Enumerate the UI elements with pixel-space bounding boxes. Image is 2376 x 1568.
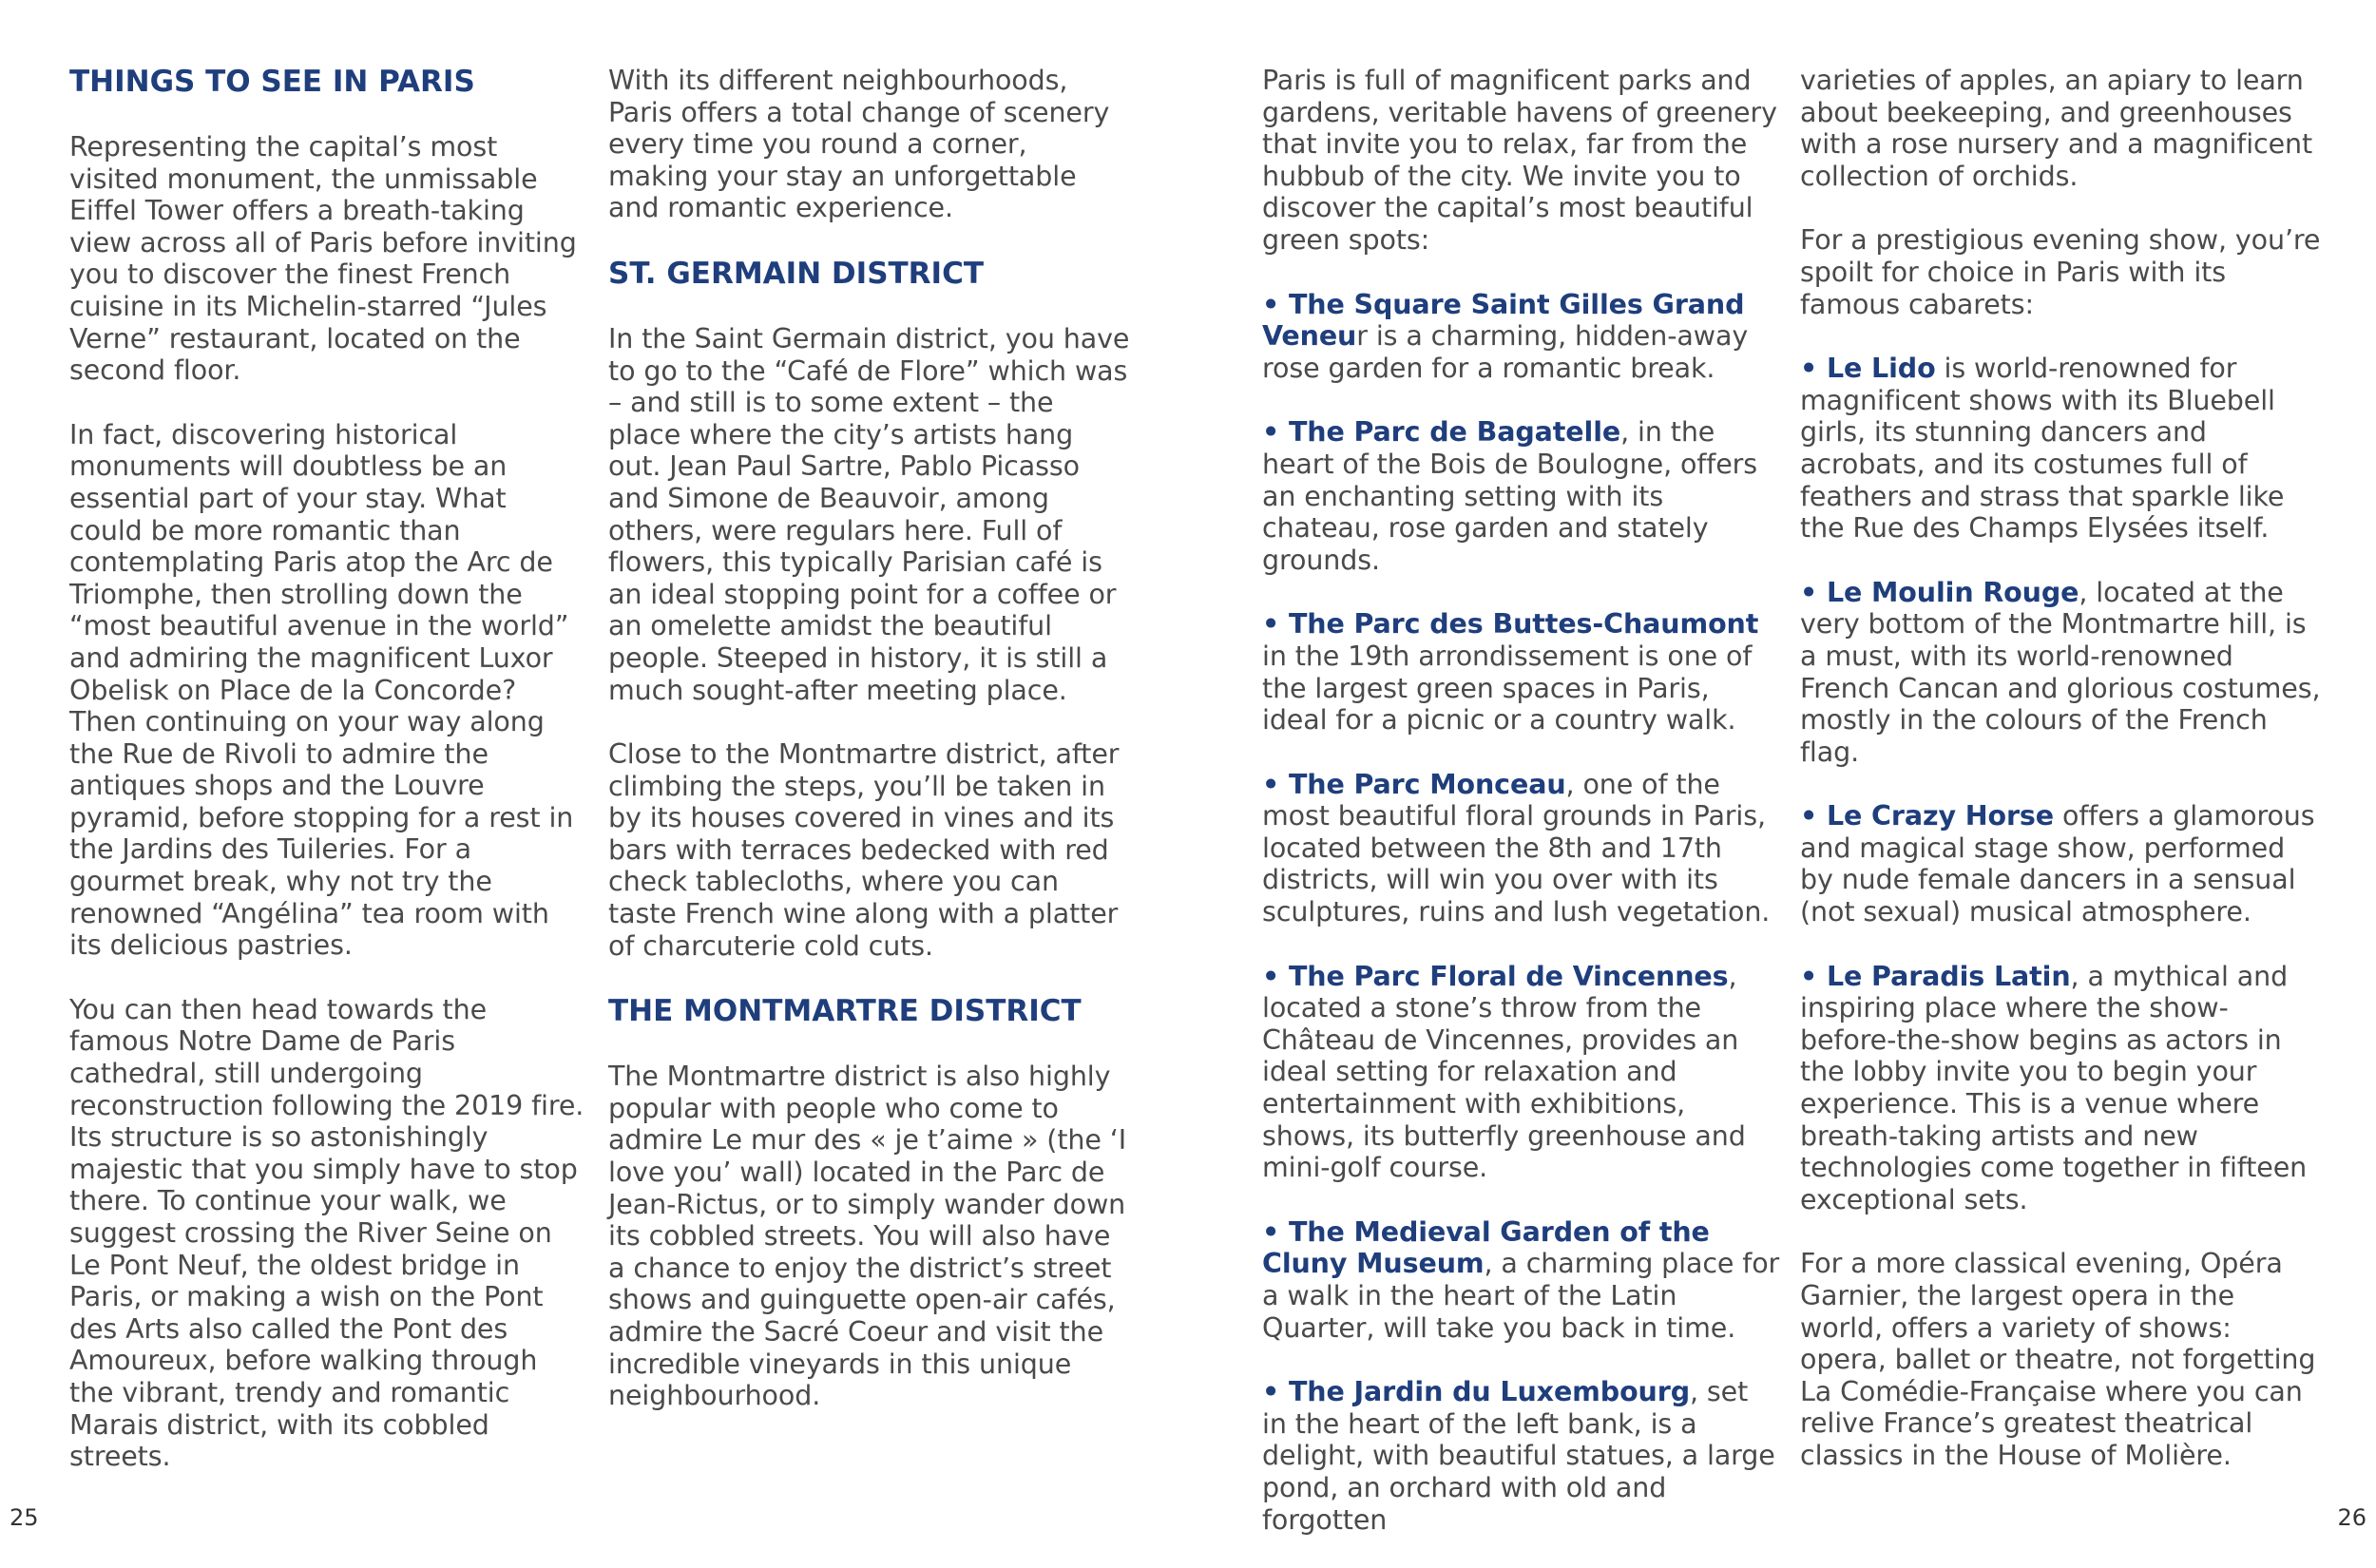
item-text: , a charming place for a walk in the heart of the Latin Quarter, will take you back in time. — [1262, 1248, 1780, 1344]
paragraph: With its different neighbourhoods, Paris offers a total change of scenery every time you round a corner, making your stay an unforgettable and romantic experience. — [608, 65, 1110, 224]
list-item-cabaret — [1800, 577, 2323, 769]
section-heading-st-germain: ST. GERMAIN DISTRICT — [608, 256, 984, 291]
item-highlight: • The Parc des Buttes-Chaumont — [1262, 608, 1759, 641]
column-4 — [1800, 65, 2323, 1504]
section-heading-things-to-see: THINGS TO SEE IN PARIS — [69, 65, 475, 99]
list-item-park — [1262, 416, 1780, 576]
paragraph: varieties of apples, an apiary to learn about beekeeping, and greenhouses with a rose nursery and a magnificent collection of orchids. — [1800, 65, 2313, 192]
item-highlight: • Le Paradis Latin — [1800, 960, 2071, 992]
column-3 — [1262, 65, 1780, 1568]
item-text: , a mythical and inspiring place where the show-before-the-show begins as actors in the lobby invite you to begin your experience. This is a venue where breath-taking artists and new technologies come together in fifteen exceptional sets. — [1800, 960, 2308, 1215]
list-item-park — [1262, 769, 1780, 928]
item-text: , set in the heart of the left bank, is a delight, with beautiful statues, a large pond, an orchard with old and forgotten — [1262, 1376, 1775, 1536]
item-text: , one of the most beautiful floral grounds in Paris, located between the 8th and 17th districts, will win you over with its sculptures, ruins and lush vegetation. — [1262, 768, 1771, 928]
list-item-park — [1262, 608, 1780, 736]
list-item-park — [1262, 1376, 1780, 1536]
item-text: in the 19th arrondissement is one of the largest green spaces in Paris, ideal for a picnic or a country walk. — [1262, 640, 1753, 736]
item-highlight: • Le Crazy Horse — [1800, 800, 2055, 832]
list-item-park — [1262, 1216, 1780, 1344]
section-heading-montmartre: THE MONTMARTRE DISTRICT — [608, 994, 1082, 1029]
list-item-cabaret — [1800, 961, 2323, 1216]
item-highlight: • Le Lido — [1800, 353, 1936, 385]
column-1 — [69, 65, 587, 1505]
item-highlight: • The Jardin du Luxembourg — [1262, 1376, 1690, 1408]
item-highlight: • The Square Saint Gilles Grand Veneu — [1262, 288, 1745, 353]
paragraph: You can then head towards the famous Notre Dame de Paris cathedral, still undergoing reconstruction following the 2019 fire. Its structure is so astonishingly majestic that you simply have to stop there. To continue your walk, we suggest crossing the River Seine on Le Pont Neuf, the oldest bridge in Paris, or making a wish on the Pont des Arts also called the Pont des Amoureux, before walking through the vibrant, trendy and romantic Marais district, with its cobbled streets. — [69, 993, 584, 1473]
item-highlight: • The Parc Monceau — [1262, 768, 1566, 800]
paragraph: For a prestigious evening show, you’re spoilt for choice in Paris with its famous cabarets: — [1800, 224, 2321, 320]
item-highlight: • The Medieval Garden of the Cluny Museum — [1262, 1215, 1710, 1280]
list-item-cabaret — [1800, 800, 2323, 927]
page-number-left: 25 — [10, 1504, 39, 1531]
paragraph: The Montmartre district is also highly popular with people who come to admire Le mur des « je t’aime » (the ‘I love you’ wall) located in the Parc de Jean-Rictus, or to simply wander down its cobbled streets. You will also have a chance to enjoy the district’s street shows and guinguette open-air cafés, admire the Sacré Coeur and visit the incredible vineyards in this unique neighbourhood. — [608, 1061, 1127, 1412]
paragraph: Close to the Montmartre district, after climbing the steps, you’ll be taken in by its houses covered in vines and its bars with terraces bedecked with red check tablecloths, where you can taste French wine along with a platter of charcuterie cold cuts. — [608, 738, 1120, 962]
item-text: r is a charming, hidden-away rose garden for a romantic break. — [1262, 320, 1749, 384]
paragraph: For a more classical evening, Opéra Garnier, the largest opera in the world, offers a variety of shows: opera, ballet or theatre, not forgetting La Comédie-Française where you can relive France’s greatest theatrical classics in the House of Molière. — [1800, 1248, 2316, 1471]
paragraph: In fact, discovering historical monuments will doubtless be an essential part of your stay. What could be more romantic than contemplating Paris atop the Arc de Triomphe, then strolling down the “most beautiful avenue in the world” and admiring the magnificent Luxor Obelisk on Place de la Concorde? Then continuing on your way along the Rue de Rivoli to admire the antiques shops and the Louvre pyramid, before stopping for a rest in the Jardins des Tuileries. For a gourmet break, why not try the renowned “Angélina” tea room with its delicious pastries. — [69, 418, 574, 962]
item-highlight: • Le Moulin Rouge — [1800, 576, 2079, 608]
paragraph: Representing the capital’s most visited monument, the unmissable Eiffel Tower offers a breath-taking view across all of Paris before inviting you to discover the finest French cuisine in its Michelin-starred “Jules Verne” restaurant, located on the second floor. — [69, 131, 577, 387]
column-2 — [608, 65, 1131, 1444]
paragraph: Paris is full of magnificent parks and gardens, veritable havens of greenery that invite you to relax, far from the hubbub of the city. We invite you to discover the capital’s most beautiful green spots: — [1262, 65, 1777, 256]
list-item-park — [1262, 289, 1780, 385]
item-highlight: • The Parc Floral de Vincennes — [1262, 960, 1729, 992]
list-item-cabaret — [1800, 353, 2323, 545]
item-text: , located at the very bottom of the Montmartre hill, is a must, with its world-renowned French Cancan and glorious costumes, mostly in the colours of the French flag. — [1800, 576, 2321, 768]
item-text: is world-renowned for magnificent shows with its Bluebell girls, its stunning dancers and acrobats, and its costumes full of feathers and strass that sparkle like the Rue des Champs Elysées itself. — [1800, 353, 2285, 545]
paragraph: In the Saint Germain district, you have to go to the “Café de Flore” which was – and still is to some extent – the place where the city’s artists hang out. Jean Paul Sartre, Pablo Picasso and Simone de Beauvoir, among others, were regulars here. Full of flowers, this typically Parisian café is an ideal stopping point for a coffee or an omelette amidst the beautiful people. Steeped in history, it is still a much sought-after meeting place. — [608, 322, 1130, 706]
page-number-right: 26 — [2337, 1504, 2366, 1531]
item-text: , located a stone’s throw from the Château de Vincennes, provides an ideal setting for relaxation and entertainment with exhibitions, shows, its butterfly greenhouse and mini-golf course. — [1262, 960, 1746, 1184]
list-item-park — [1262, 961, 1780, 1184]
item-text: offers a glamorous and magical stage show, performed by nude female dancers in a sensual (not sexual) musical atmosphere. — [1800, 800, 2315, 928]
item-highlight: • The Parc de Bagatelle — [1262, 416, 1621, 449]
item-text: , in the heart of the Bois de Boulogne, offers an enchanting setting with its chateau, rose garden and stately grounds. — [1262, 416, 1757, 576]
